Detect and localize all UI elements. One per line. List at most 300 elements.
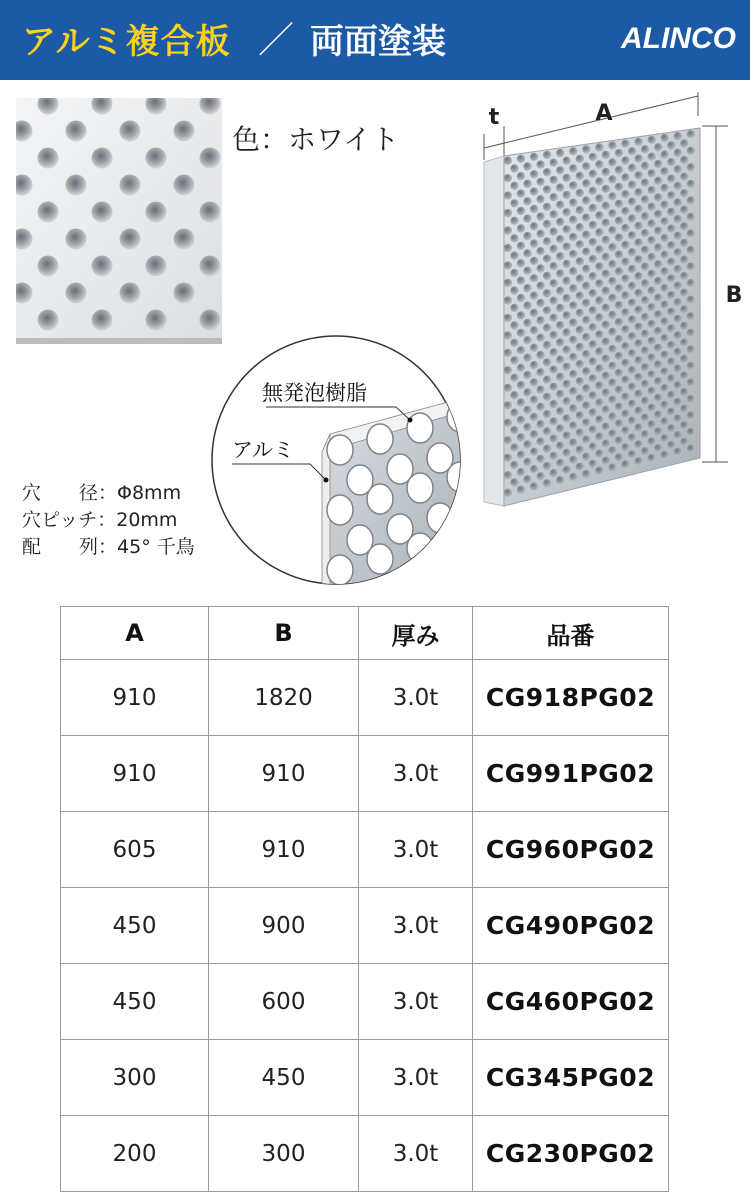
perforation-hole (543, 185, 551, 193)
table-row (61, 1116, 669, 1192)
cell-b: 450 (209, 1040, 359, 1116)
perforation-hole (530, 292, 538, 300)
perforation-hole (517, 242, 525, 250)
perforation-hole (680, 438, 688, 446)
perforation-hole (543, 168, 551, 176)
perforation-hole (530, 153, 538, 161)
perforation-hole (680, 421, 688, 429)
perforation-hole (654, 227, 662, 235)
perforation-hole (615, 267, 623, 275)
perforation-hole (367, 424, 393, 454)
perforation-hole (661, 217, 669, 225)
perforation-hole (543, 427, 551, 435)
perforation-hole (680, 388, 688, 396)
perforation-hole (543, 203, 551, 211)
perforation-hole (563, 414, 571, 422)
perforation-hole (523, 301, 531, 309)
perforation-hole (674, 248, 682, 256)
perforation-hole (608, 396, 616, 404)
perforation-hole (634, 323, 642, 331)
perforation-hole (661, 351, 669, 359)
perforation-hole (654, 277, 662, 285)
perforation-hole (628, 198, 636, 206)
perforation-hole (556, 321, 564, 329)
perforation-hole (621, 443, 629, 451)
cell-b: 910 (209, 812, 359, 888)
perforation-hole (667, 391, 675, 399)
perforation-hole (680, 405, 688, 413)
perforation-hole (543, 272, 551, 280)
cell-part-number: CG345PG02 (473, 1040, 669, 1116)
perforation-hole (648, 303, 656, 311)
perforation-hole (536, 386, 544, 394)
table-header-row (61, 607, 669, 660)
perforation-hole (641, 330, 649, 338)
perforation-hole (530, 205, 538, 213)
perforation-hole (641, 179, 649, 187)
perforation-hole (523, 284, 531, 292)
perforation-hole (523, 423, 531, 431)
cell-part-number: CG918PG02 (473, 660, 669, 736)
perforation-hole (608, 277, 616, 285)
perforation-hole (504, 296, 512, 304)
perforation-hole (641, 397, 649, 405)
perforation-hole (550, 383, 558, 391)
perforation-hole (661, 267, 669, 275)
perforation-hole (680, 338, 688, 346)
perforation-hole (550, 245, 558, 253)
perforation-hole (674, 398, 682, 406)
perforation-hole (608, 362, 616, 370)
perforation-hole (556, 373, 564, 381)
perforation-hole (634, 205, 642, 213)
perforation-hole (576, 172, 584, 180)
perforation-hole (543, 237, 551, 245)
perforation-hole (563, 191, 571, 199)
perforation-hole (543, 358, 551, 366)
perforation-hole (634, 423, 642, 431)
perforation-hole (680, 305, 688, 313)
perforation-hole (530, 309, 538, 317)
perforation-hole (563, 157, 571, 165)
perforation-hole (615, 166, 623, 174)
cell-a: 200 (61, 1116, 209, 1192)
perforation-hole (536, 334, 544, 342)
perforation-hole (687, 229, 695, 237)
perforation-hole (536, 403, 544, 411)
table-row (61, 660, 669, 736)
perforation-hole (661, 384, 669, 392)
perforation-hole (687, 312, 695, 320)
perforation-hole (680, 156, 688, 164)
perforation-hole (504, 157, 512, 165)
perforation-hole (582, 196, 590, 204)
perforation-hole (641, 229, 649, 237)
cell-part-number: CG490PG02 (473, 888, 669, 964)
perforation-hole (602, 440, 610, 448)
perforation-hole (589, 374, 597, 382)
spec-value: ：45° 千鳥 (98, 536, 195, 558)
perforation-hole (556, 252, 564, 260)
perforation-hole (556, 287, 564, 295)
perforation-hole (608, 430, 616, 438)
perforation-hole (327, 555, 353, 585)
perforation-hole (589, 426, 597, 434)
perforation-hole (543, 445, 551, 453)
perforation-hole (602, 406, 610, 414)
perforation-hole (667, 191, 675, 199)
perforation-hole (550, 210, 558, 218)
perforation-hole (602, 168, 610, 176)
spec-value: ：Φ8mm (98, 482, 182, 504)
perforation-hole (523, 197, 531, 205)
perforation-hole (504, 454, 512, 462)
perforation-hole (634, 171, 642, 179)
perforation-hole (510, 269, 518, 277)
perforation-hole (641, 246, 649, 254)
perforation-hole (654, 411, 662, 419)
perforation-hole (536, 455, 544, 463)
perforation-hole (615, 301, 623, 309)
perforation-hole (608, 192, 616, 200)
perforation-hole (589, 408, 597, 416)
perforation-hole (582, 231, 590, 239)
perforation-hole (621, 190, 629, 198)
perforation-hole (550, 452, 558, 460)
perforation-hole (510, 409, 518, 417)
perforation-hole (517, 433, 525, 441)
perforation-hole (550, 331, 558, 339)
cell-part-number: CG960PG02 (473, 812, 669, 888)
perforation-hole (628, 248, 636, 256)
perforation-hole (621, 275, 629, 283)
perforation-hole (589, 460, 597, 468)
perforation-hole (608, 311, 616, 319)
perforation-hole (595, 211, 603, 219)
perforation-hole (447, 402, 473, 432)
perforation-hole (589, 323, 597, 331)
perforation-hole (615, 250, 623, 258)
perforation-hole (641, 430, 649, 438)
perforation-hole (615, 234, 623, 242)
perforation-hole (680, 222, 688, 230)
perforation-hole (674, 315, 682, 323)
perforation-hole (634, 188, 642, 196)
perforation-hole (563, 449, 571, 457)
perforation-hole (595, 450, 603, 458)
perforation-hole (407, 413, 433, 443)
table-row (61, 812, 669, 888)
perforation-hole (550, 366, 558, 374)
perforation-hole (510, 374, 518, 382)
perforation-hole (674, 431, 682, 439)
perforation-hole (674, 381, 682, 389)
perforation-hole (654, 143, 662, 151)
perforation-hole (550, 417, 558, 425)
perforation-hole (661, 301, 669, 309)
perforation-hole (510, 304, 518, 312)
perforation-hole (589, 340, 597, 348)
perforation-hole (556, 149, 564, 157)
perforation-hole (550, 469, 558, 477)
perforation-hole (608, 226, 616, 234)
perforation-hole (504, 279, 512, 287)
perforation-hole (563, 397, 571, 405)
perforation-hole (517, 172, 525, 180)
perforation-hole (327, 435, 353, 465)
perforation-hole (536, 230, 544, 238)
perforation-hole (550, 314, 558, 322)
spec-row (22, 480, 195, 507)
perforation-hole (556, 338, 564, 346)
header-thickness: 厚み (359, 607, 473, 660)
perforation-hole (687, 329, 695, 337)
perforation-hole (641, 145, 649, 153)
perforation-hole (510, 443, 518, 451)
perforation-hole (536, 178, 544, 186)
perforation-hole (680, 189, 688, 197)
perforation-hole (641, 162, 649, 170)
perforation-hole (687, 296, 695, 304)
perforation-hole (621, 156, 629, 164)
perforation-hole (510, 164, 518, 172)
perforation-hole (602, 389, 610, 397)
perforation-hole (680, 139, 688, 147)
perforation-hole (582, 248, 590, 256)
perforation-hole (582, 265, 590, 273)
perforation-hole (687, 180, 695, 188)
perforation-hole (556, 442, 564, 450)
perforation-hole (517, 155, 525, 163)
perforation-hole (576, 189, 584, 197)
perforation-hole (550, 400, 558, 408)
perforation-hole (621, 410, 629, 418)
perforation-hole (517, 346, 525, 354)
perforation-hole (569, 404, 577, 412)
perforation-hole (654, 377, 662, 385)
perforation-hole (634, 239, 642, 247)
perforation-hole (536, 299, 544, 307)
perforation-hole (641, 346, 649, 354)
perforation-hole (667, 341, 675, 349)
perforation-hole (628, 349, 636, 357)
perforation-hole (602, 372, 610, 380)
perforation-hole (680, 255, 688, 263)
perforation-hole (523, 354, 531, 362)
perforation-hole (641, 212, 649, 220)
perforation-hole (628, 299, 636, 307)
perforation-hole (621, 308, 629, 316)
perforation-hole (523, 232, 531, 240)
perforation-hole (661, 167, 669, 175)
perforation-hole (523, 440, 531, 448)
perforation-hole (595, 262, 603, 270)
cell-a: 605 (61, 812, 209, 888)
cell-a: 910 (61, 736, 209, 812)
perforation-hole (530, 170, 538, 178)
perforation-hole (628, 400, 636, 408)
perforation-hole (582, 470, 590, 478)
perforation-hole (536, 351, 544, 359)
perforation-hole (687, 411, 695, 419)
perforation-hole (569, 250, 577, 258)
perforation-hole (523, 336, 531, 344)
spec-key: 穴 径 (22, 482, 99, 504)
perforation-hole (602, 219, 610, 227)
perforation-hole (563, 380, 571, 388)
perforation-hole (661, 251, 669, 259)
perforation-hole (654, 160, 662, 168)
perforation-hole (569, 319, 577, 327)
perforation-hole (674, 149, 682, 157)
header-part-number: 品番 (473, 607, 669, 660)
perforation-hole (504, 174, 512, 182)
perforation-hole (569, 164, 577, 172)
perforation-hole (654, 344, 662, 352)
perforation-hole (628, 433, 636, 441)
perforation-hole (667, 374, 675, 382)
perforation-hole (523, 162, 531, 170)
perforation-hole (576, 275, 584, 283)
perforation-hole (576, 377, 584, 385)
perforation-hole (687, 262, 695, 270)
perforation-hole (621, 258, 629, 266)
perforation-hole (563, 225, 571, 233)
perforation-hole (563, 294, 571, 302)
perforation-hole (517, 311, 525, 319)
perforation-hole (602, 236, 610, 244)
perforation-hole (327, 495, 353, 525)
perforation-hole (530, 274, 538, 282)
perforation-hole (621, 393, 629, 401)
perforation-hole (517, 224, 525, 232)
perforation-hole (615, 403, 623, 411)
perforation-hole (628, 417, 636, 425)
foam-resin-label: 無発泡樹脂 (262, 381, 367, 405)
color-label: 色：ホワイト (232, 123, 400, 156)
perforation-hole (608, 379, 616, 387)
perforation-hole (589, 306, 597, 314)
perforation-hole (615, 200, 623, 208)
cell-thickness: 3.0t (359, 660, 473, 736)
perforation-hole (576, 411, 584, 419)
perforation-hole (582, 453, 590, 461)
perforation-hole (674, 448, 682, 456)
perforation-hole (608, 328, 616, 336)
perforation-hole (523, 388, 531, 396)
perforation-hole (634, 272, 642, 280)
perforation-hole (556, 201, 564, 209)
perforation-hole (608, 413, 616, 421)
perforation-hole (654, 310, 662, 318)
perforation-hole (530, 482, 538, 490)
perforation-hole (628, 181, 636, 189)
perforation-hole (563, 432, 571, 440)
perforation-hole (608, 243, 616, 251)
perforation-hole (687, 246, 695, 254)
perforation-hole (602, 287, 610, 295)
perforation-hole (654, 294, 662, 302)
perforation-hole (661, 451, 669, 459)
perforation-hole (550, 435, 558, 443)
perforation-hole (680, 322, 688, 330)
perforation-hole (582, 384, 590, 392)
perforation-hole (569, 233, 577, 241)
perforation-hole (595, 399, 603, 407)
perforation-hole (634, 306, 642, 314)
perforation-hole (536, 160, 544, 168)
perforation-hole (648, 236, 656, 244)
perforation-hole (687, 279, 695, 287)
perforation-hole (504, 436, 512, 444)
perforation-hole (407, 533, 433, 563)
perforation-hole (641, 447, 649, 455)
perforation-hole (569, 353, 577, 361)
perforation-hole (582, 316, 590, 324)
perforation-hole (628, 366, 636, 374)
perforation-hole (674, 265, 682, 273)
perforation-hole (582, 333, 590, 341)
perforation-hole (576, 343, 584, 351)
perforation-hole (621, 224, 629, 232)
perforation-hole (530, 326, 538, 334)
perforation-hole (628, 164, 636, 172)
perforation-hole (654, 327, 662, 335)
perforation-hole (550, 176, 558, 184)
perforation-hole (602, 253, 610, 261)
perforation-hole (674, 232, 682, 240)
perforation-hole (550, 193, 558, 201)
perforation-hole (536, 195, 544, 203)
cell-b: 600 (209, 964, 359, 1040)
perforation-hole (504, 349, 512, 357)
perforation-hole (530, 430, 538, 438)
perforation-hole (615, 217, 623, 225)
perforation-hole (569, 181, 577, 189)
perforation-hole (550, 159, 558, 167)
perforation-hole (641, 263, 649, 271)
perforation-hole (608, 141, 616, 149)
perforation-hole (504, 244, 512, 252)
perforation-hole (674, 414, 682, 422)
perforation-hole (608, 260, 616, 268)
perforation-hole (543, 289, 551, 297)
perforation-hole (530, 378, 538, 386)
table-row (61, 1040, 669, 1116)
aluminum-label: アルミ (232, 438, 295, 462)
perforation-hole (563, 346, 571, 354)
perforation-hole (576, 155, 584, 163)
perforation-hole (523, 215, 531, 223)
perforation-hole (523, 267, 531, 275)
perforation-hole (608, 158, 616, 166)
perforation-hole (536, 472, 544, 480)
perforation-hole (504, 261, 512, 269)
perforation-hole (595, 382, 603, 390)
perforation-hole (667, 324, 675, 332)
perforation-hole (576, 309, 584, 317)
perforation-hole (510, 199, 518, 207)
perforation-hole (517, 294, 525, 302)
perforation-hole (543, 255, 551, 263)
perforation-hole (674, 132, 682, 140)
perforation-hole (648, 320, 656, 328)
perforation-hole (510, 182, 518, 190)
perforation-hole (661, 201, 669, 209)
perforation-hole (628, 147, 636, 155)
perforation-hole (517, 451, 525, 459)
perforation-hole (661, 334, 669, 342)
